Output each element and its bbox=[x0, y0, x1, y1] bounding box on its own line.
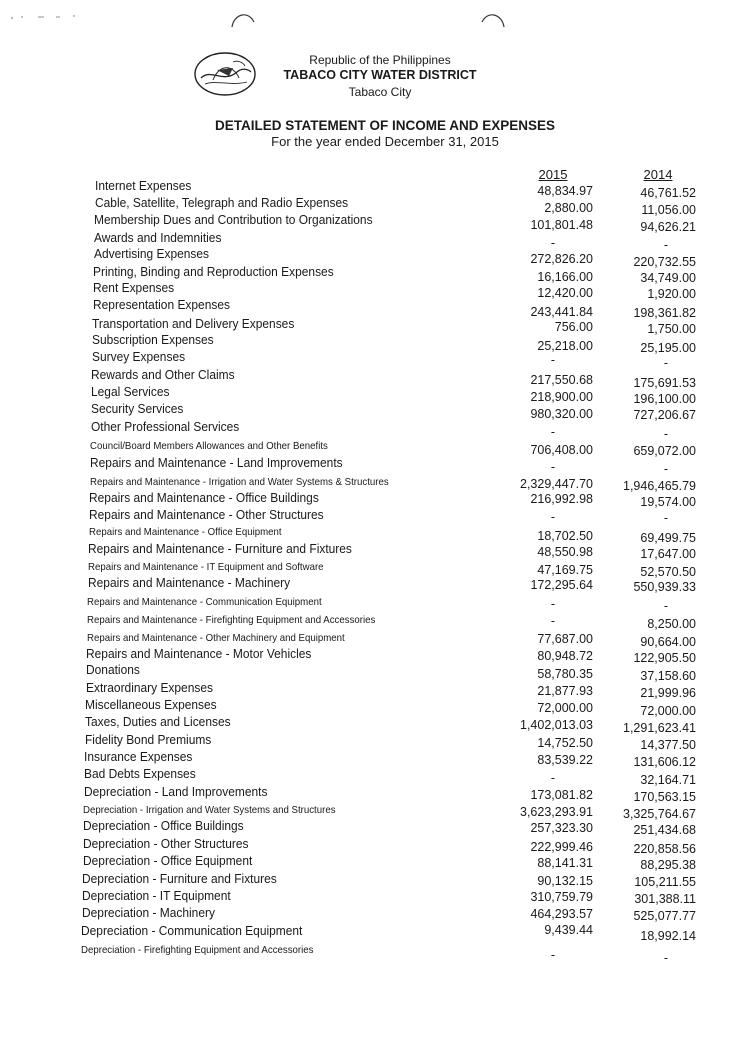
amount-2015: 706,408.00 bbox=[530, 443, 593, 457]
column-header-2015: 2015 bbox=[538, 167, 568, 182]
amount-2014: 1,920.00 bbox=[647, 287, 696, 301]
amount-2015: 310,759.79 bbox=[530, 890, 593, 904]
expense-label: Depreciation - Irrigation and Water Systems and Structures bbox=[83, 804, 336, 816]
expense-label: Rewards and Other Claims bbox=[91, 367, 235, 382]
amount-2014: - bbox=[663, 951, 669, 965]
expense-label: Cable, Satellite, Telegraph and Radio Expenses bbox=[95, 195, 349, 210]
expense-label: Donations bbox=[86, 662, 140, 677]
amount-2014: 72,000.00 bbox=[640, 704, 696, 718]
amount-2014: 131,606.12 bbox=[633, 755, 696, 769]
amount-2014: 37,158.60 bbox=[640, 669, 696, 683]
amount-2015: 756.00 bbox=[554, 320, 593, 334]
expense-label: Printing, Binding and Reproduction Expenses bbox=[93, 264, 334, 279]
amount-2015: 3,623,293.91 bbox=[520, 805, 593, 819]
amount-2014: 14,377.50 bbox=[640, 738, 696, 752]
amount-2015: - bbox=[550, 771, 556, 785]
amount-2014: 196,100.00 bbox=[633, 392, 696, 406]
amount-2014: 1,750.00 bbox=[647, 322, 696, 336]
amount-2015: 58,780.35 bbox=[537, 667, 593, 681]
amount-2015: 216,992.98 bbox=[530, 492, 593, 506]
expense-label: Council/Board Members Allowances and Other Benefits bbox=[90, 440, 328, 452]
amount-2015: 48,834.97 bbox=[537, 184, 593, 198]
amount-2015: 21,877.93 bbox=[537, 684, 593, 698]
amount-2015: 173,081.82 bbox=[530, 788, 593, 802]
expense-label: Miscellaneous Expenses bbox=[85, 697, 217, 712]
amount-2014: 25,195.00 bbox=[640, 341, 696, 355]
expense-label: Extraordinary Expenses bbox=[86, 680, 213, 695]
amount-2014: 69,499.75 bbox=[640, 531, 696, 545]
amount-2015: 88,141.31 bbox=[537, 856, 593, 870]
expense-label: Advertising Expenses bbox=[94, 246, 210, 261]
amount-2015: - bbox=[550, 460, 556, 474]
amount-2015: - bbox=[550, 948, 556, 962]
amount-2015: 72,000.00 bbox=[537, 701, 593, 715]
amount-2015: 25,218.00 bbox=[537, 339, 593, 353]
expense-label: Transportation and Delivery Expenses bbox=[92, 316, 295, 331]
amount-2014: 727,206.67 bbox=[633, 408, 696, 422]
amount-2014: 198,361.82 bbox=[633, 306, 696, 320]
column-header-2014: 2014 bbox=[643, 167, 673, 182]
header-republic: Republic of the Philippines bbox=[309, 53, 451, 67]
expense-label: Legal Services bbox=[91, 384, 170, 399]
amount-2014: 32,164.71 bbox=[640, 773, 696, 787]
amount-2015: 48,550.98 bbox=[537, 545, 593, 559]
amount-2015: 16,166.00 bbox=[537, 270, 593, 284]
amount-2015: 2,880.00 bbox=[544, 201, 593, 215]
amount-2014: 90,664.00 bbox=[640, 635, 696, 649]
amount-2014: 550,939.33 bbox=[633, 580, 696, 594]
expense-label: Depreciation - Communication Equipment bbox=[81, 923, 303, 938]
amount-2014: 301,388.11 bbox=[634, 892, 696, 906]
expense-label: Depreciation - Machinery bbox=[82, 905, 215, 920]
amount-2015: 80,948.72 bbox=[537, 649, 593, 663]
amount-2014: 19,574.00 bbox=[640, 495, 696, 509]
expense-label: Repairs and Maintenance - Land Improvements bbox=[90, 455, 343, 470]
expense-label: Repairs and Maintenance - Motor Vehicles bbox=[86, 646, 312, 661]
amount-2014: 220,732.55 bbox=[633, 255, 696, 269]
expense-label: Repairs and Maintenance - Machinery bbox=[88, 575, 291, 590]
water-district-logo bbox=[193, 50, 257, 98]
amount-2014: - bbox=[663, 238, 669, 252]
amount-2014: 525,077.77 bbox=[633, 909, 696, 923]
expense-label: Repairs and Maintenance - Other Machinery and Equipment bbox=[87, 632, 345, 644]
amount-2014: - bbox=[663, 356, 669, 370]
amount-2014: 251,434.68 bbox=[633, 823, 696, 837]
expense-label: Depreciation - Other Structures bbox=[83, 836, 249, 851]
amount-2014: 52,570.50 bbox=[640, 565, 696, 579]
amount-2014: 46,761.52 bbox=[640, 186, 696, 200]
amount-2014: 18,992.14 bbox=[640, 929, 696, 943]
amount-2015: 9,439.44 bbox=[544, 923, 593, 937]
expense-label: Repairs and Maintenance - Firefighting Equipment and Accessories bbox=[87, 614, 376, 626]
amount-2014: 11,056.00 bbox=[641, 203, 696, 217]
amount-2015: - bbox=[550, 236, 556, 250]
expense-label: Membership Dues and Contribution to Organizations bbox=[94, 212, 373, 227]
amount-2014: 8,250.00 bbox=[647, 617, 696, 631]
amount-2014: 88,295.38 bbox=[640, 858, 696, 872]
expense-label: Depreciation - IT Equipment bbox=[82, 888, 231, 903]
amount-2014: 170,563.15 bbox=[633, 790, 696, 804]
amount-2014: 34,749.00 bbox=[640, 271, 696, 285]
amount-2015: 222,999.46 bbox=[530, 840, 593, 854]
expense-label: Depreciation - Furniture and Fixtures bbox=[82, 871, 277, 886]
amount-2014: - bbox=[663, 599, 669, 613]
amount-2015: 172,295.64 bbox=[530, 578, 593, 592]
amount-2015: 101,801.48 bbox=[530, 218, 593, 232]
statement-title: DETAILED STATEMENT OF INCOME AND EXPENSES bbox=[214, 118, 556, 133]
amount-2015: - bbox=[550, 353, 556, 367]
amount-2015: 272,826.20 bbox=[530, 252, 593, 266]
amount-2014: - bbox=[663, 511, 669, 525]
expense-label: Insurance Expenses bbox=[84, 749, 193, 764]
amount-2015: 464,293.57 bbox=[530, 907, 593, 921]
expense-label: Depreciation - Office Equipment bbox=[83, 853, 253, 868]
amount-2015: 980,320.00 bbox=[530, 407, 593, 421]
amount-2014: - bbox=[663, 427, 669, 441]
amount-2015: 2,329,447.70 bbox=[520, 477, 593, 491]
expense-label: Repairs and Maintenance - Communication Equipment bbox=[87, 596, 322, 608]
amount-2015: 217,550.68 bbox=[530, 373, 593, 387]
amount-2015: - bbox=[550, 614, 556, 628]
header-city: Tabaco City bbox=[348, 85, 412, 99]
amount-2014: 21,999.96 bbox=[640, 686, 696, 700]
expense-label: Depreciation - Firefighting Equipment and Accessories bbox=[81, 944, 314, 956]
expense-label: Repairs and Maintenance - Furniture and Fixtures bbox=[88, 541, 352, 556]
amount-2015: 243,441.84 bbox=[530, 305, 593, 319]
expense-label: Repairs and Maintenance - Other Structures bbox=[89, 507, 324, 522]
expense-label: Survey Expenses bbox=[92, 349, 186, 364]
amount-2014: 1,946,465.79 bbox=[623, 479, 696, 493]
amount-2015: 90,132.15 bbox=[537, 874, 593, 888]
amount-2015: 14,752.50 bbox=[537, 736, 593, 750]
expense-label: Awards and Indemnities bbox=[94, 230, 222, 245]
amount-2014: 659,072.00 bbox=[633, 444, 696, 458]
expense-label: Security Services bbox=[91, 401, 184, 416]
amount-2015: 12,420.00 bbox=[537, 286, 593, 300]
expense-label: Rent Expenses bbox=[93, 280, 175, 295]
amount-2014: 105,211.55 bbox=[634, 875, 696, 889]
amount-2014: 17,647.00 bbox=[640, 547, 696, 561]
expense-label: Representation Expenses bbox=[93, 297, 230, 312]
amount-2015: 218,900.00 bbox=[530, 390, 593, 404]
amount-2014: 122,905.50 bbox=[633, 651, 696, 665]
amount-2014: 94,626.21 bbox=[640, 220, 696, 234]
expense-label: Depreciation - Land Improvements bbox=[84, 784, 268, 799]
expense-label: Depreciation - Office Buildings bbox=[83, 818, 244, 833]
expense-label: Bad Debts Expenses bbox=[84, 766, 196, 781]
amount-2015: 83,539.22 bbox=[537, 753, 593, 767]
expense-label: Repairs and Maintenance - Irrigation and Water Systems & Structures bbox=[90, 476, 389, 488]
amount-2015: - bbox=[550, 597, 556, 611]
amount-2014: 1,291,623.41 bbox=[623, 721, 696, 735]
amount-2015: - bbox=[550, 425, 556, 439]
header-organization: TABACO CITY WATER DISTRICT bbox=[283, 68, 477, 82]
amount-2014: - bbox=[663, 462, 669, 476]
amount-2015: 47,169.75 bbox=[537, 563, 593, 577]
expense-label: Repairs and Maintenance - IT Equipment and Software bbox=[88, 561, 324, 573]
expense-label: Repairs and Maintenance - Office Buildings bbox=[89, 490, 319, 505]
amount-2015: - bbox=[550, 510, 556, 524]
expense-label: Internet Expenses bbox=[95, 178, 192, 193]
expense-label: Repairs and Maintenance - Office Equipment bbox=[89, 526, 282, 538]
amount-2014: 3,325,764.67 bbox=[623, 807, 696, 821]
amount-2014: 220,858.56 bbox=[633, 842, 696, 856]
amount-2015: 77,687.00 bbox=[537, 632, 593, 646]
amount-2015: 1,402,013.03 bbox=[520, 718, 593, 732]
amount-2015: 257,323.30 bbox=[530, 821, 593, 835]
expense-label: Fidelity Bond Premiums bbox=[85, 732, 212, 747]
amount-2015: 18,702.50 bbox=[537, 529, 593, 543]
expense-label: Subscription Expenses bbox=[92, 332, 214, 347]
statement-period: For the year ended December 31, 2015 bbox=[271, 134, 499, 149]
expense-label: Taxes, Duties and Licenses bbox=[85, 714, 231, 729]
amount-2014: 175,691.53 bbox=[633, 376, 696, 390]
expense-label: Other Professional Services bbox=[91, 419, 240, 434]
